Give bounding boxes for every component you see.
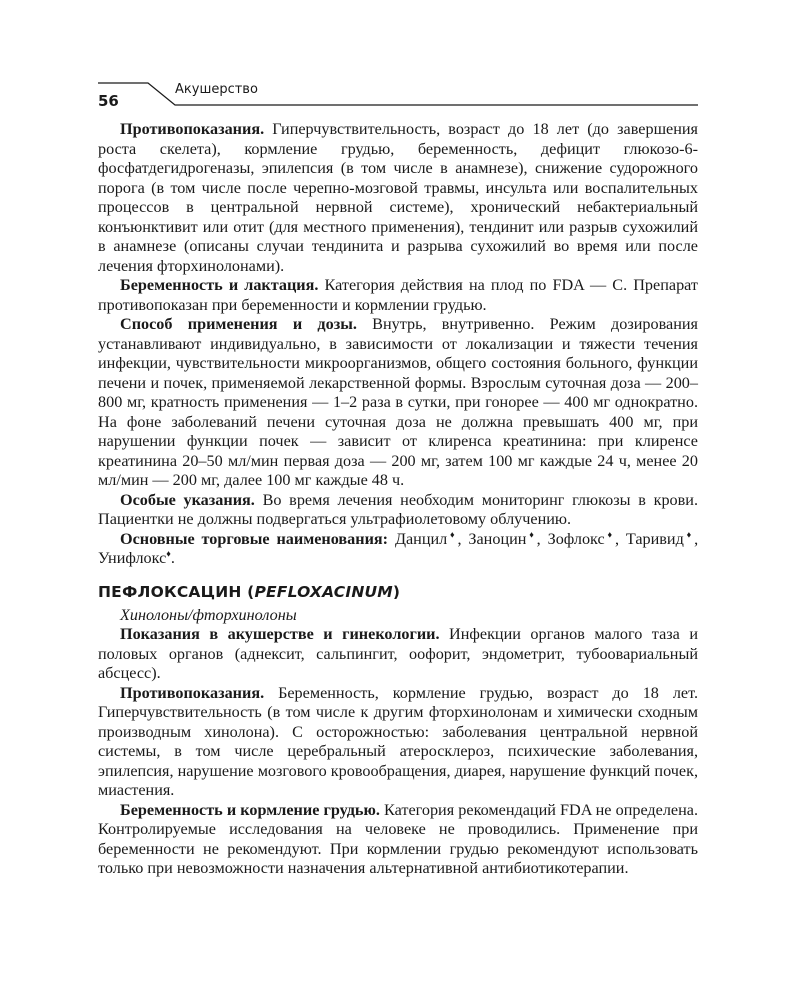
trade-name: Данцил — [394, 529, 448, 548]
trademark-diamond-icon: ♦ — [683, 529, 695, 540]
paragraph-contraindications — [98, 120, 698, 276]
paragraph-text: Инфекции органов малого таза и половых органов (аднексит, сальпингит, оофорит, эндометрит, тубоовариальный абсцесс). — [98, 625, 698, 682]
separator: , — [536, 529, 548, 548]
paragraph-text: Категория действия на плод по FDA — C. Препарат противопоказан при беременности и кормлении грудью. — [98, 276, 698, 314]
paragraph-special-notes — [98, 491, 698, 530]
drug-heading — [98, 583, 698, 602]
paragraph-trade-names — [98, 530, 698, 569]
paragraph-text: Категория рекомендаций FDA не определена. Контролируемые исследования на человеке не проводились. Применение при беременности не рекомендуют. При кормлении грудью рекомендуют использовать только при невозможности назначения альтернативной антибиотикотерапии. — [98, 800, 699, 877]
paragraph-pregnancy-lactation — [98, 276, 698, 315]
term-label: Показания в акушерстве и гинекологии. — [120, 625, 440, 643]
paragraph-pregnancy-breastfeeding — [98, 801, 698, 879]
drug-title: ПЕФЛОКСАЦИН ( — [98, 582, 255, 601]
header-rule — [0, 0, 800, 120]
running-head: Акушерство — [175, 82, 258, 97]
separator: , — [457, 529, 469, 548]
page-body — [98, 120, 698, 879]
trademark-diamond-icon: ♦ — [166, 548, 171, 559]
paragraph-dosage — [98, 315, 698, 491]
paragraph-text: Гиперчувствительность, возраст до 18 лет (до завершения роста скелета), кормление грудью, беременность, дефицит глюкозо-6-фосфатдегидрогеназы, эпилепсия (в том числе в анамнезе), снижение судорожного порога (в том числе после черепно-мозговой травмы, инсульта или воспалительных процессов в центральной нервной системе), хронический небактериальный конъюнктивит или отит (для местного применения), тендинит или разрыв сухожилий в анамнезе (описаны случаи тендинита и разрыва сухожилий во время или после лечения фторхинолонами). — [98, 120, 698, 275]
paragraph-text: Внутрь, внутривенно. Режим дозирования устанавливают индивидуально, в зависимости от локализации и тяжести течения инфекции, чувствительности микроорганизмов, общего состояния больного, функции печени и почек, применяемой лекарственной формы. Взрослым суточная доза — 200–800 мг, кратность применения — 1–2 раза в сутки, при гонорее — 400 мг однократно. На фоне заболеваний печени суточная доза не должна превышать 400 мг, при нарушении функции почек — зависит от клиренса креатинина: при клиренсе креатинина 20–50 мл/мин первая доза — 200 мг, затем 100 мг каждые 24 ч, менее 20 мл/мин — 200 мг, далее 100 мг каждые 48 ч. — [98, 315, 698, 489]
trade-name: Зофлокс — [547, 529, 605, 548]
term-label: Особые указания. — [120, 490, 255, 509]
trademark-diamond-icon: ♦ — [526, 529, 537, 540]
paragraph-contraindications-2 — [98, 684, 698, 801]
term-label: Основные торговые наименования: — [120, 529, 389, 548]
trade-name: Заноцин — [468, 529, 527, 548]
trade-name: Унифлокс — [98, 549, 167, 567]
term-label: Противопоказания. — [120, 683, 265, 702]
page-header — [0, 0, 800, 120]
trademark-diamond-icon: ♦ — [604, 529, 615, 540]
paragraph-text: Беременность, кормление грудью, возраст до 18 лет. Гиперчувствительность (в том числе к другим фторхинолонам и химически сходным производным хинолона). С осторожностью: заболевания центральной нервной системы, в том числе церебральный атеросклероз, психические заболевания, эпилепсия, нарушение мозгового кровообращения, диарея, нарушение функций почек, миастения. — [98, 683, 698, 799]
term-label: Противопоказания. — [120, 120, 265, 138]
paragraph-text: Во время лечения необходим мониторинг глюкозы в крови. Пациентки не должны подвергаться ультрафиолетовому облучению. — [98, 490, 698, 528]
term-label: Беременность и кормление грудью. — [120, 800, 380, 819]
term-label: Способ применения и дозы. — [120, 315, 357, 333]
paragraph-indications — [98, 625, 698, 684]
drug-title-close: ) — [392, 582, 401, 601]
trademark-diamond-icon: ♦ — [447, 529, 458, 540]
term-label: Беременность и лактация. — [120, 276, 319, 294]
separator: , — [694, 529, 699, 548]
page-number: 56 — [98, 92, 119, 110]
drug-title-latin: PEFLOXACINUM — [254, 582, 393, 601]
separator: , — [614, 529, 626, 548]
period: . — [170, 549, 175, 567]
drug-class: Хинолоны/фторхинолоны — [120, 605, 297, 624]
trade-name: Таривид — [625, 529, 684, 548]
